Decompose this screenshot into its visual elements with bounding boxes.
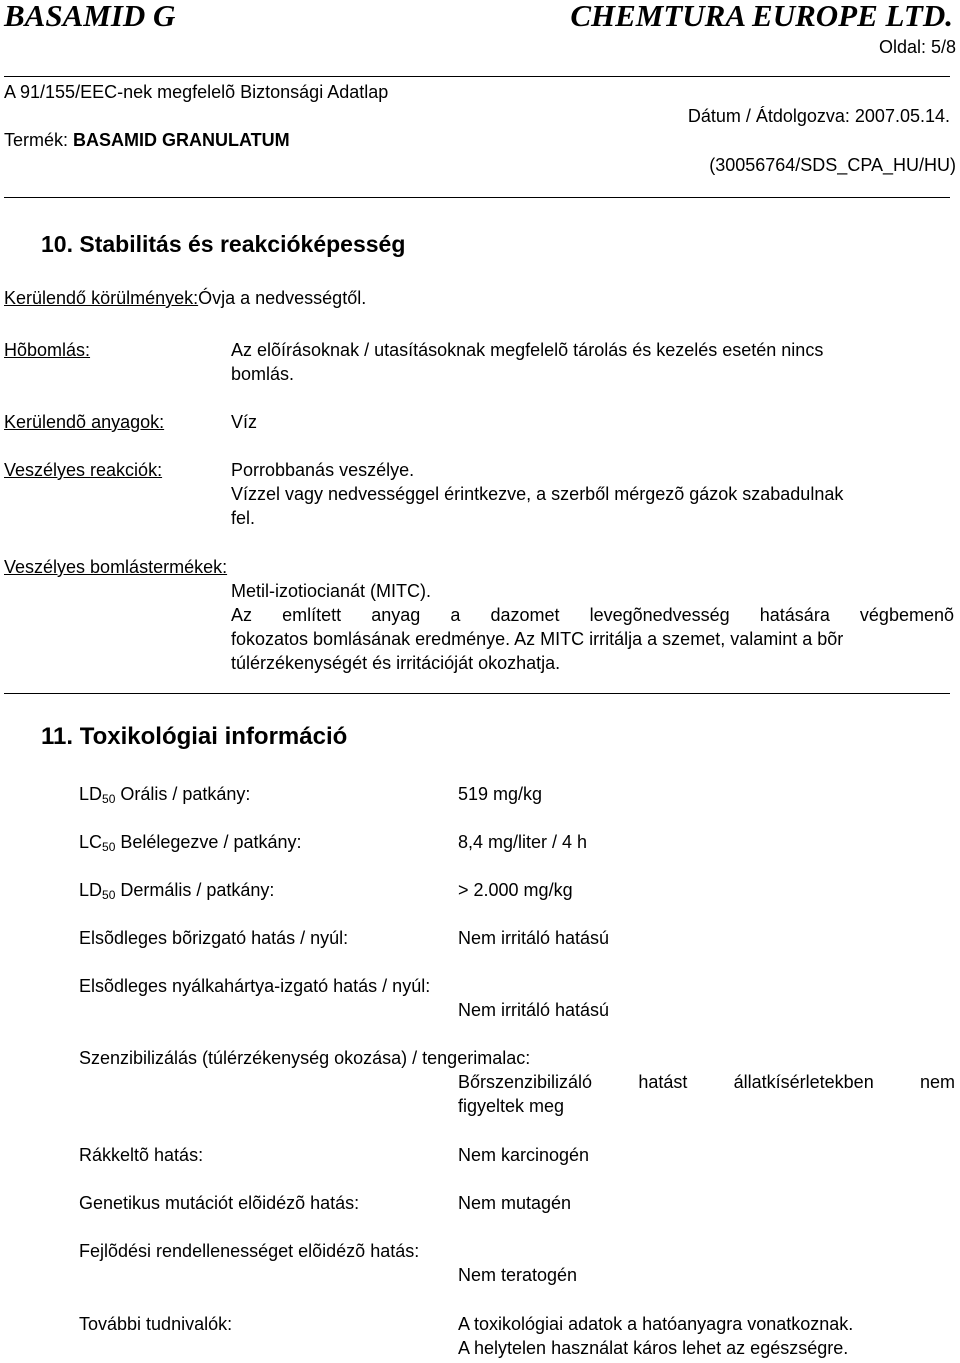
sensitization-line1: Bőrszenzibilizáló hatást állatkísérletekben nem xyxy=(458,1072,955,1092)
avoid-materials-label: Kerülendõ anyagok: xyxy=(4,412,165,432)
header-rule-bottom xyxy=(4,197,950,198)
section-10-title: 10. Stabilitás és reakcióképesség xyxy=(41,231,406,257)
skin-irritation-label: Elsõdleges bõrizgató hatás / nyúl: xyxy=(79,928,349,948)
teratogenicity-value: Nem teratogén xyxy=(458,1265,578,1285)
ld50-dermal-value: > 2.000 mg/kg xyxy=(458,880,573,900)
document-code: (30056764/SDS_CPA_HU/HU) xyxy=(709,155,956,175)
avoid-conditions-value: Óvja a nedvességtől. xyxy=(198,288,367,308)
teratogenicity-label: Fejlõdési rendellenességet elõidézõ hatás: xyxy=(79,1241,420,1261)
product-label: Termék: xyxy=(4,130,69,150)
decomposition-line3: fokozatos bomlásának eredménye. Az MITC irritálja a szemet, valamint a bõr xyxy=(231,629,844,649)
ld50-dermal-label: $LD_{50}$ Dermális / patkány: xyxy=(79,880,275,902)
product-name: BASAMID GRANULATUM xyxy=(73,130,290,150)
decomposition-line4: túlérzékenységét és irritációját okozhatja. xyxy=(231,653,561,673)
further-info-label: További tudnivalók: xyxy=(79,1314,233,1334)
ld50-oral-value: 519 mg/kg xyxy=(458,784,543,804)
decomposition-line1: Metil-izotiocianát (MITC). xyxy=(231,581,432,601)
avoid-conditions-label: Kerülendő körülmények: xyxy=(4,288,199,308)
regulation-text: A 91/155/EEC-nek megfelelõ Biztonsági Adatlap xyxy=(4,82,389,102)
sensitization-line2: figyeltek meg xyxy=(458,1096,565,1116)
revision-date: Dátum / Átdolgozva: 2007.05.14. xyxy=(687,106,950,126)
carcinogenicity-label: Rákkeltõ hatás: xyxy=(79,1145,204,1165)
decomposition-products-label: Veszélyes bomlástermékek: xyxy=(4,557,228,577)
product-brand: BASAMID G xyxy=(4,0,176,33)
hazardous-reactions-label: Veszélyes reakciók: xyxy=(4,460,163,480)
ld50-oral-label: $LD_{50}$ Orális / patkány: xyxy=(79,784,251,806)
mucous-irritation-value: Nem irritáló hatású xyxy=(458,1000,610,1020)
header-rule-top xyxy=(4,76,950,77)
mutagenicity-label: Genetikus mutációt elõidézõ hatás: xyxy=(79,1193,360,1213)
section-divider xyxy=(4,693,950,694)
page-number: Oldal: 5/8 xyxy=(878,37,956,57)
skin-irritation-value: Nem irritáló hatású xyxy=(458,928,610,948)
mutagenicity-value: Nem mutagén xyxy=(458,1193,572,1213)
lc50-inhalation-label: $LC_{50}$ Belélegezve / patkány: xyxy=(79,832,302,854)
further-info-line2: A helytelen használat káros lehet az egészségre. xyxy=(458,1338,849,1358)
avoid-materials-value: Víz xyxy=(231,412,258,432)
thermal-decomposition-line1: Az elõírásoknak / utasításoknak megfelelõ tárolás és kezelés esetén nincs xyxy=(231,340,824,360)
hazardous-reactions-line1: Porrobbanás veszélye. xyxy=(231,460,415,480)
further-info-line1: A toxikológiai adatok a hatóanyagra vonatkoznak. xyxy=(458,1314,854,1334)
lc50-inhalation-value: 8,4 mg/liter / 4 h xyxy=(458,832,588,852)
mucous-irritation-label: Elsõdleges nyálkahártya-izgató hatás / nyúl: xyxy=(79,976,431,996)
sensitization-label: Szenzibilizálás (túlérzékenység okozása) / tengerimalac: xyxy=(79,1048,531,1068)
thermal-decomposition-line2: bomlás. xyxy=(231,364,295,384)
hazardous-reactions-line3: fel. xyxy=(231,508,256,528)
avoid-conditions-row xyxy=(4,286,366,310)
carcinogenicity-value: Nem karcinogén xyxy=(458,1145,590,1165)
decomposition-line2: Az említett anyag a dazomet levegõnedvesség hatására végbemenõ xyxy=(231,605,954,625)
thermal-decomposition-label: Hõbomlás: xyxy=(4,340,91,360)
section-11-title: 11. Toxikológiai információ xyxy=(41,723,348,750)
company-name: CHEMTURA EUROPE LTD. xyxy=(570,0,953,33)
hazardous-reactions-line2: Vízzel vagy nedvességgel érintkezve, a szerből mérgezõ gázok szabadulnak xyxy=(231,484,844,504)
product-line xyxy=(4,128,290,152)
